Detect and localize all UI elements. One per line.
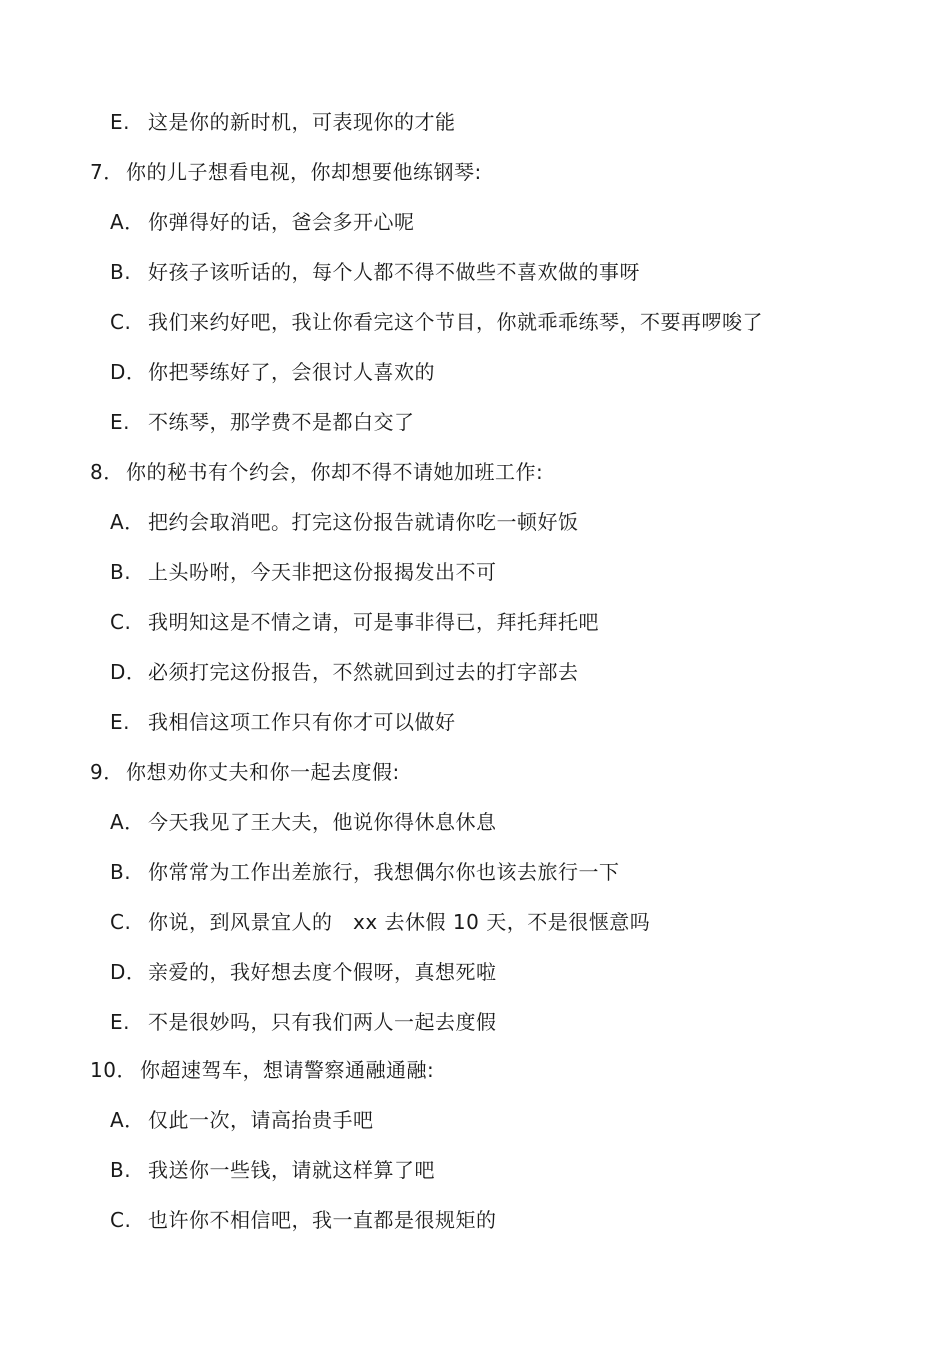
option-d-q7 <box>110 358 435 386</box>
option-b-q7 <box>110 258 640 286</box>
option-text: 不是很妙吗，只有我们两人一起去度假 <box>148 1010 497 1034</box>
option-text: 也许你不相信吧，我一直都是很规矩的 <box>148 1208 497 1232</box>
option-text: 必须打完这份报告，不然就回到过去的打字部去 <box>148 660 579 684</box>
option-b-q9 <box>110 858 620 886</box>
option-label: E. <box>110 110 130 134</box>
option-label: B. <box>110 1158 132 1182</box>
option-label: B. <box>110 560 132 584</box>
option-a-q10 <box>110 1106 374 1134</box>
option-text: 仅此一次，请高抬贵手吧 <box>148 1108 374 1132</box>
option-text: 我相信这项工作只有你才可以做好 <box>148 710 456 734</box>
question-number: 7． <box>90 160 124 184</box>
option-text: 把约会取消吧。打完这份报告就请你吃一顿好饭 <box>148 510 579 534</box>
question-7 <box>90 158 482 186</box>
option-text: 好孩子该听话的，每个人都不得不做些不喜欢做的事呀 <box>148 260 640 284</box>
option-text: 你常常为工作出差旅行，我想偶尔你也该去旅行一下 <box>148 860 620 884</box>
question-number: 9． <box>90 760 124 784</box>
option-label: A． <box>110 510 145 534</box>
option-e-q9 <box>110 1008 497 1036</box>
option-a-q8 <box>110 508 579 536</box>
option-d-q8 <box>110 658 579 686</box>
option-e-q8 <box>110 708 456 736</box>
option-c-q8 <box>110 608 599 636</box>
option-c-q10 <box>110 1206 497 1234</box>
option-text: 我送你一些钱，请就这样算了吧 <box>148 1158 435 1182</box>
option-text: 你说，到风景宜人的 xx 去休假 10 天，不是很惬意吗 <box>148 910 651 934</box>
option-label: E. <box>110 1010 130 1034</box>
option-label: A． <box>110 210 145 234</box>
option-label: D． <box>110 360 147 384</box>
option-text: 亲爱的，我好想去度个假呀，真想死啦 <box>148 960 497 984</box>
option-label: A． <box>110 1108 145 1132</box>
option-e-q6 <box>110 108 456 136</box>
option-text: 这是你的新时机，可表现你的才能 <box>148 110 456 134</box>
option-c-q9 <box>110 908 650 936</box>
option-label: B. <box>110 260 132 284</box>
question-8 <box>90 458 543 486</box>
question-number: 8． <box>90 460 124 484</box>
option-text: 我们来约好吧，我让你看完这个节目，你就乖乖练琴，不要再啰唆了 <box>148 310 763 334</box>
question-number: 10． <box>90 1058 137 1082</box>
question-text: 你的儿子想看电视，你却想要他练钢琴: <box>126 160 482 184</box>
option-c-q7 <box>110 308 763 336</box>
question-text: 你的秘书有个约会，你却不得不请她加班工作: <box>126 460 544 484</box>
question-10 <box>90 1056 434 1084</box>
option-b-q10 <box>110 1156 435 1184</box>
option-text: 我明知这是不情之请，可是事非得已，拜托拜托吧 <box>148 610 599 634</box>
option-text: 你把琴练好了，会很讨人喜欢的 <box>148 360 435 384</box>
option-label: E. <box>110 710 130 734</box>
question-text: 你想劝你丈夫和你一起去度假: <box>126 760 400 784</box>
option-text: 不练琴，那学费不是都白交了 <box>148 410 415 434</box>
option-a-q9 <box>110 808 497 836</box>
option-label: B. <box>110 860 132 884</box>
option-e-q7 <box>110 408 415 436</box>
option-text: 上头吩咐，今天非把这份报揭发出不可 <box>148 560 497 584</box>
option-text: 你弹得好的话，爸会多开心呢 <box>148 210 415 234</box>
option-d-q9 <box>110 958 497 986</box>
question-text: 你超速驾车，想请警察通融通融: <box>140 1058 435 1082</box>
option-a-q7 <box>110 208 415 236</box>
option-b-q8 <box>110 558 497 586</box>
option-text: 今天我见了王大夫，他说你得休息休息 <box>148 810 497 834</box>
question-9 <box>90 758 400 786</box>
option-label: A． <box>110 810 145 834</box>
option-label: D． <box>110 660 147 684</box>
option-label: E. <box>110 410 130 434</box>
option-label: C. <box>110 1208 132 1232</box>
option-label: C. <box>110 610 132 634</box>
option-label: D． <box>110 960 147 984</box>
option-label: C. <box>110 910 132 934</box>
option-label: C. <box>110 310 132 334</box>
